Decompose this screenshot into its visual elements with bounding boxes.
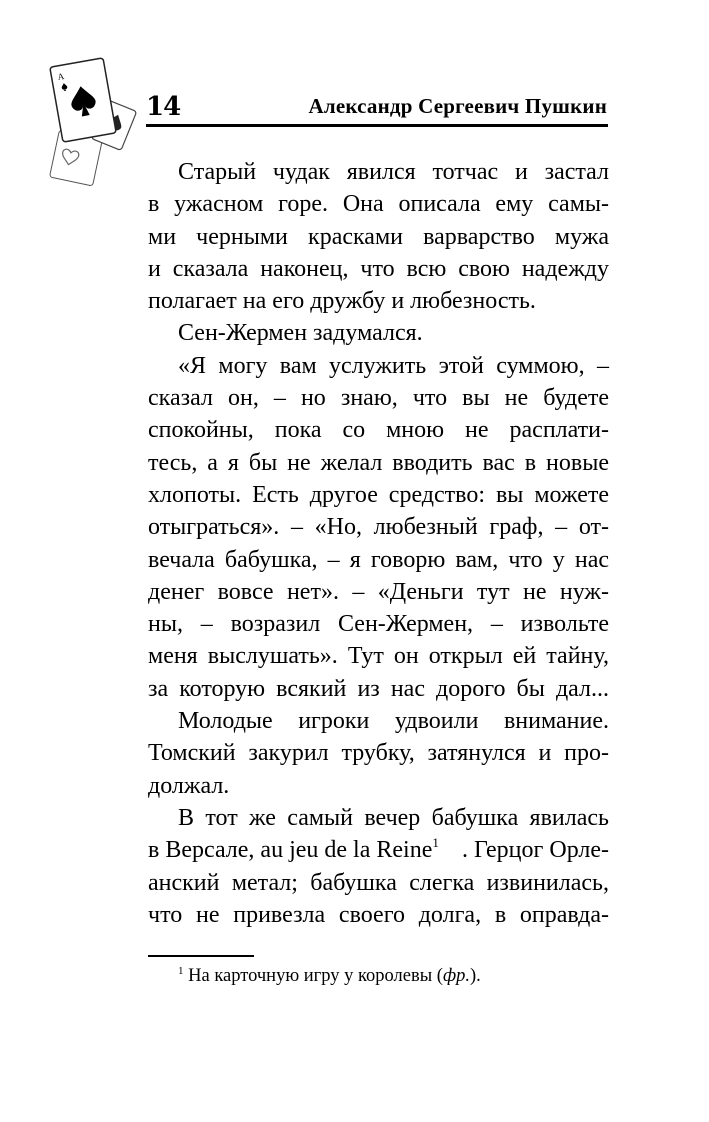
footnote-marker: 1 <box>178 965 184 977</box>
text-line: меня выслушать». Тут он открыл ей тайну, <box>148 643 609 670</box>
text-line: что не привезла своего долга, в оправда- <box>148 901 609 928</box>
text-line: должал. <box>148 772 230 799</box>
page-header <box>146 92 607 126</box>
footnote-text-end: ). <box>469 966 481 986</box>
text-line: Сен-Жермен задумался. <box>178 320 423 347</box>
text-segment: . Герцог Орле- <box>461 837 609 864</box>
text-line: в ужасном горе. Она описала ему самы- <box>148 191 609 218</box>
text-line: Старый чудак явился тотчас и застал <box>178 159 609 185</box>
footnote-ref[interactable]: 1 <box>432 835 439 851</box>
text-line-with-footnote <box>148 834 609 866</box>
svg-text:A: A <box>56 71 65 82</box>
page-number: 14 <box>146 92 181 122</box>
text-line: хлопоты. Есть другое средство: вы можете <box>148 481 609 508</box>
text-line: ны, – возразил Сен-Жермен, – извольте <box>148 611 609 638</box>
text-line: за которую всякий из нас дорого бы дал... <box>148 675 609 702</box>
text-line: Томский закурил трубку, затянулся и про- <box>148 740 609 767</box>
text-segment: в Версале, au jeu de la Reine <box>148 837 433 864</box>
text-line: сказал он, – но знаю, что вы не будете <box>148 385 609 412</box>
footnote-rule <box>148 955 254 957</box>
text-line: ми черными красками варварство мужа <box>148 223 609 250</box>
text-line: полагает на его дружбу и любезность. <box>148 288 536 315</box>
text-line: отыграться». – «Но, любезный граф, – от- <box>148 514 609 541</box>
body-text <box>148 156 609 931</box>
header-rule <box>146 124 608 127</box>
text-line: спокойны, пока со мною не расплати- <box>148 417 609 444</box>
footnote-text: На карточную игру у королевы ( <box>183 966 443 986</box>
running-title: Александр Сергеевич Пушкин <box>308 94 607 118</box>
text-line: вечала бабушка, – я говорю вам, что у нас <box>148 546 609 573</box>
text-line: «Я могу вам услужить этой суммою, – <box>178 352 609 379</box>
ace-of-spades-icon <box>50 58 116 142</box>
text-line: денег вовсе нет». – «Деньги тут не нуж- <box>148 578 609 605</box>
footnote-abbr: фр. <box>442 966 470 986</box>
text-line: анский метал; бабушка слегка извинилась, <box>148 869 609 896</box>
text-line: тесь, а я бы не желал вводить вас в новые <box>148 449 609 476</box>
text-line: Молодые игроки удвоили внимание. <box>178 708 609 735</box>
playing-cards-icon <box>48 52 148 192</box>
footnote <box>178 966 481 987</box>
text-line: и сказала наконец, что всю свою надежду <box>148 255 609 282</box>
text-line: В тот же самый вечер бабушка явилась <box>178 804 609 831</box>
